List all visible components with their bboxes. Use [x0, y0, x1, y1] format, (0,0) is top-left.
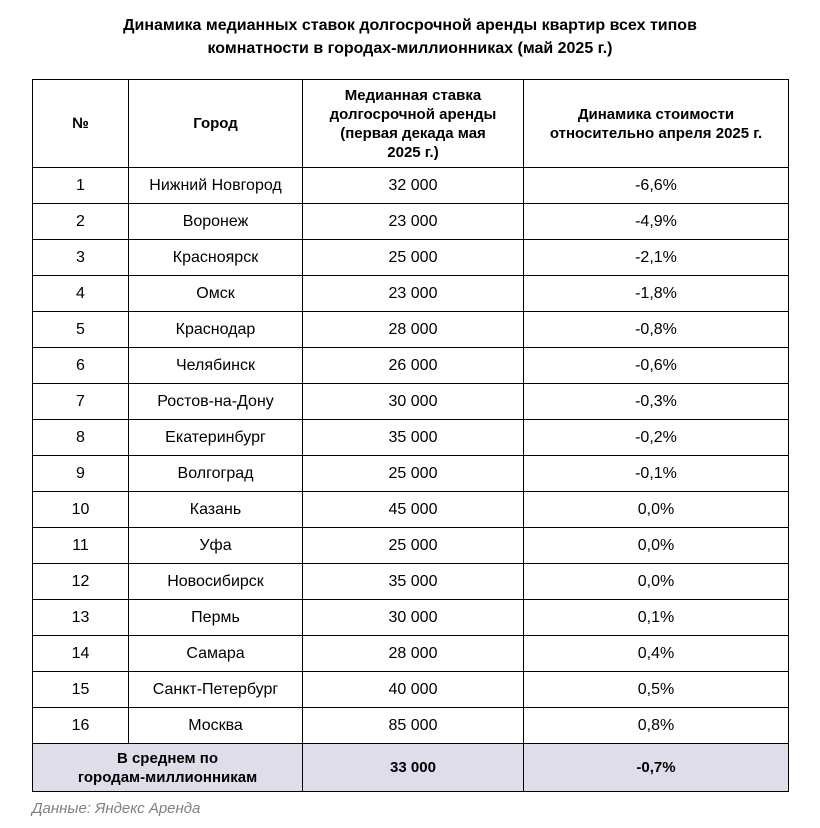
header-change-line-1: Динамика стоимости — [577, 105, 735, 123]
cell-num: 5 — [33, 312, 129, 348]
cell-num: 9 — [33, 456, 129, 492]
cell-rate: 30 000 — [303, 600, 524, 636]
cell-rate: 23 000 — [303, 204, 524, 240]
cell-rate: 25 000 — [303, 456, 524, 492]
cell-city: Челябинск — [129, 348, 303, 384]
cell-rate: 45 000 — [303, 492, 524, 528]
cell-change: -2,1% — [524, 240, 789, 276]
cell-rate: 26 000 — [303, 348, 524, 384]
cell-rate: 35 000 — [303, 420, 524, 456]
cell-city: Краснодар — [129, 312, 303, 348]
cell-rate: 23 000 — [303, 276, 524, 312]
cell-num: 13 — [33, 600, 129, 636]
cell-city: Екатеринбург — [129, 420, 303, 456]
cell-rate: 40 000 — [303, 672, 524, 708]
cell-city: Казань — [129, 492, 303, 528]
cell-rate: 85 000 — [303, 708, 524, 744]
header-city: Город — [129, 80, 303, 168]
cell-num: 3 — [33, 240, 129, 276]
cell-num: 1 — [33, 168, 129, 204]
cell-rate: 32 000 — [303, 168, 524, 204]
cell-num: 7 — [33, 384, 129, 420]
cell-change: 0,5% — [524, 672, 789, 708]
cell-rate: 25 000 — [303, 240, 524, 276]
table-row — [33, 456, 789, 492]
table-row — [33, 168, 789, 204]
table-row — [33, 492, 789, 528]
cell-num: 12 — [33, 564, 129, 600]
table-row — [33, 384, 789, 420]
cell-num: 14 — [33, 636, 129, 672]
source-note: Данные: Яндекс Аренда — [32, 800, 201, 817]
cell-city: Волгоград — [129, 456, 303, 492]
cell-city: Уфа — [129, 528, 303, 564]
cell-city: Новосибирск — [129, 564, 303, 600]
table-row — [33, 204, 789, 240]
cell-num: 11 — [33, 528, 129, 564]
cell-change: -0,6% — [524, 348, 789, 384]
cell-num: 15 — [33, 672, 129, 708]
footer-change: -0,7% — [524, 744, 789, 792]
cell-city: Ростов-на-Дону — [129, 384, 303, 420]
header-rate-line-1: Медианная ставка — [344, 86, 482, 104]
cell-change: -0,2% — [524, 420, 789, 456]
table-row — [33, 528, 789, 564]
table-row — [33, 672, 789, 708]
cell-change: -1,8% — [524, 276, 789, 312]
cell-city: Нижний Новгород — [129, 168, 303, 204]
table-row — [33, 348, 789, 384]
cell-rate: 30 000 — [303, 384, 524, 420]
rent-table — [32, 79, 789, 792]
table-row — [33, 600, 789, 636]
cell-change: -0,3% — [524, 384, 789, 420]
cell-rate: 28 000 — [303, 636, 524, 672]
table-footer-row — [33, 744, 789, 792]
table-row — [33, 276, 789, 312]
cell-num: 8 — [33, 420, 129, 456]
table-row — [33, 636, 789, 672]
cell-num: 2 — [33, 204, 129, 240]
header-change — [524, 80, 789, 168]
cell-num: 10 — [33, 492, 129, 528]
title-line-2: комнатности в городах-миллионниках (май 2025 г.) — [207, 40, 613, 57]
cell-change: 0,0% — [524, 564, 789, 600]
table-header-row — [33, 80, 789, 168]
header-num: № — [33, 80, 129, 168]
cell-change: 0,4% — [524, 636, 789, 672]
footer-rate: 33 000 — [303, 744, 524, 792]
cell-change: 0,1% — [524, 600, 789, 636]
cell-change: -4,9% — [524, 204, 789, 240]
table-row — [33, 312, 789, 348]
header-change-line-2: относительно апреля 2025 г. — [549, 124, 763, 142]
cell-change: -0,8% — [524, 312, 789, 348]
cell-city: Санкт-Петербург — [129, 672, 303, 708]
header-rate-line-4: 2025 г.) — [387, 143, 439, 161]
cell-num: 4 — [33, 276, 129, 312]
cell-change: 0,8% — [524, 708, 789, 744]
footer-label — [33, 744, 303, 792]
table-body — [33, 168, 789, 744]
cell-change: 0,0% — [524, 528, 789, 564]
header-rate-line-3: (первая декада мая — [340, 124, 486, 142]
cell-city: Омск — [129, 276, 303, 312]
table-row — [33, 420, 789, 456]
page-title — [0, 14, 820, 60]
cell-city: Красноярск — [129, 240, 303, 276]
cell-rate: 25 000 — [303, 528, 524, 564]
cell-num: 6 — [33, 348, 129, 384]
table-row — [33, 240, 789, 276]
header-rate — [303, 80, 524, 168]
cell-change: -6,6% — [524, 168, 789, 204]
cell-city: Москва — [129, 708, 303, 744]
cell-num: 16 — [33, 708, 129, 744]
footer-label-line-2: городам-миллионникам — [77, 768, 258, 786]
title-line-1: Динамика медианных ставок долгосрочной аренды квартир всех типов — [123, 17, 697, 34]
cell-rate: 35 000 — [303, 564, 524, 600]
cell-city: Самара — [129, 636, 303, 672]
cell-city: Воронеж — [129, 204, 303, 240]
table-row — [33, 564, 789, 600]
cell-change: -0,1% — [524, 456, 789, 492]
footer-label-line-1: В среднем по — [116, 749, 219, 767]
cell-change: 0,0% — [524, 492, 789, 528]
table-row — [33, 708, 789, 744]
cell-city: Пермь — [129, 600, 303, 636]
cell-rate: 28 000 — [303, 312, 524, 348]
header-rate-line-2: долгосрочной аренды — [329, 105, 497, 123]
